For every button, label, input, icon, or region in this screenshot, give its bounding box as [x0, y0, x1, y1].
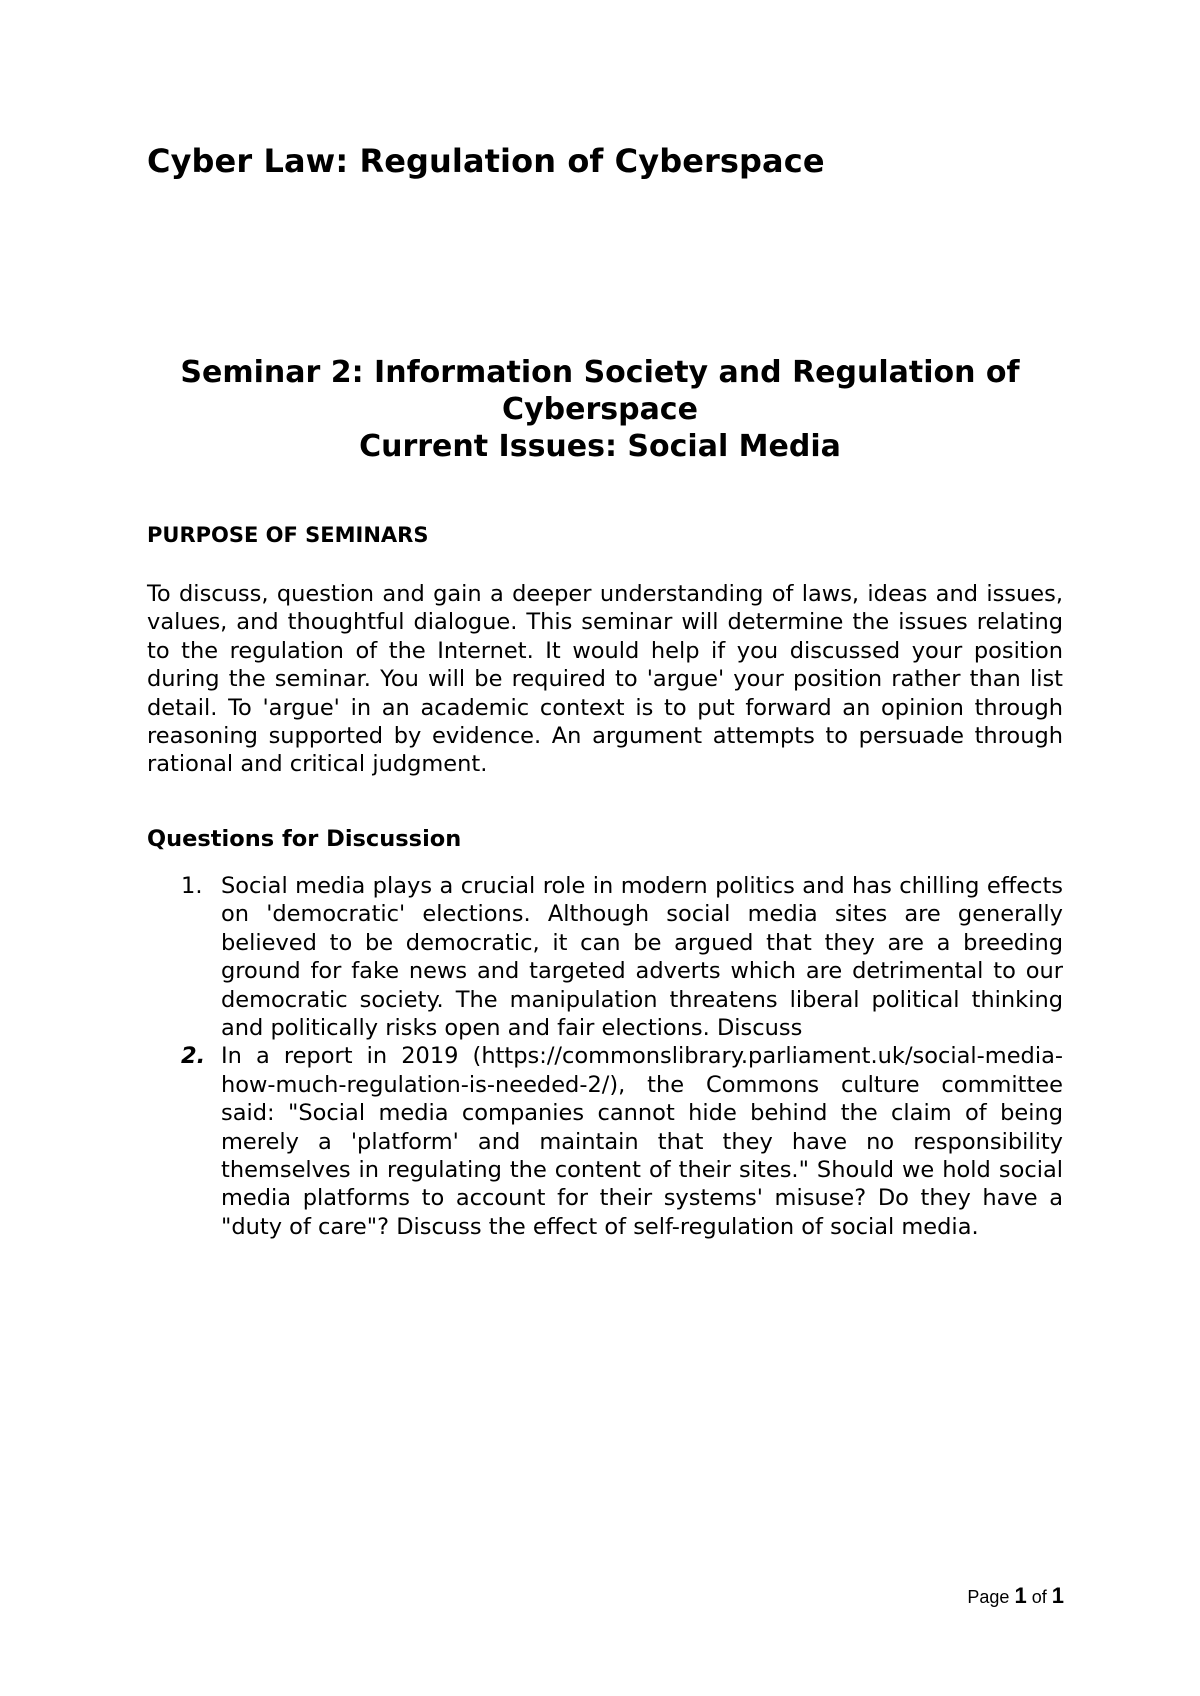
purpose-paragraph: To discuss, question and gain a deeper understanding of laws, ideas and issues, values, and thoughtful dialogue. This seminar will determine the issues relating to the regulation of the Internet. It would help if you discussed your position during the seminar. You will be required to 'argue' your position rather than list detail. To 'argue' in an academic context is to put forward an opinion through reasoning supported by evidence. An argument attempts to persuade through rational and critical judgment. [147, 581, 1063, 778]
seminar-title-line-2: Cyberspace [502, 392, 698, 427]
question-item-2 [147, 1042, 1063, 1241]
of-word: of [1031, 1587, 1047, 1607]
question-number-2: 2. [181, 1043, 206, 1070]
questions-list [147, 872, 1063, 1241]
page-footer [967, 1583, 1064, 1609]
question-item-1 [147, 872, 1063, 1042]
question-text-1: Social media plays a crucial role in modern politics and has chilling effects on 'democratic' elections. Although social media sites are generally believed to be democratic, it can be argued that they are a breeding ground for fake news and targeted adverts which are detrimental to our democratic society. The manipulation threatens liberal political thinking and politically risks open and fair elections. Discuss [221, 873, 1063, 1042]
seminar-subtitle: Current Issues: Social Media [359, 429, 841, 464]
page-word: Page [967, 1587, 1010, 1607]
course-title: Cyber Law: Regulation of Cyberspace [147, 142, 825, 180]
questions-heading: Questions for Discussion [147, 826, 462, 852]
current-page-number: 1 [1014, 1583, 1027, 1608]
purpose-heading: PURPOSE OF SEMINARS [147, 523, 429, 547]
total-pages-number: 1 [1051, 1583, 1064, 1608]
seminar-title-line-1: Seminar 2: Information Society and Regulation of [180, 355, 1020, 390]
question-text-2: In a report in 2019 (https://commonslibrary.parliament.uk/social-media-how-much-regulation-is-needed-2/), the Commons culture committee said: "Social media companies cannot hide behind the claim of being merely a 'platform' and maintain that they have no responsibility themselves in regulating the content of their sites." Should we hold social media platforms to account for their systems' misuse? Do they have a "duty of care"? Discuss the effect of self-regulation of social media. [221, 1043, 1063, 1240]
seminar-title [130, 354, 1070, 465]
question-number-1: 1. [181, 873, 203, 899]
